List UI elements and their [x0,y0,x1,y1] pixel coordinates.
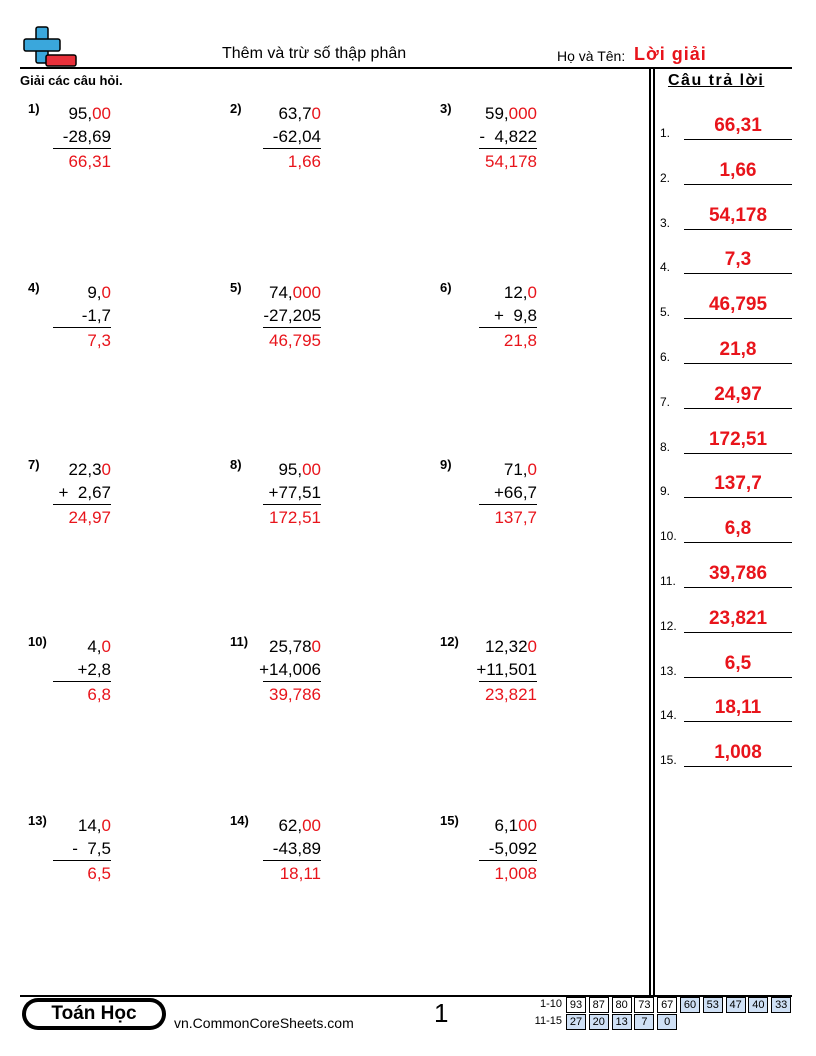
problem-number: 10) [28,634,47,649]
problem-4 [28,280,111,380]
answer-rule [263,504,321,505]
result: 18,11 [279,864,321,883]
answer-rule [53,504,111,505]
result: 66,31 [68,152,111,171]
answer-row-11 [660,558,792,588]
problem-7 [28,457,111,557]
result: 6,5 [87,864,111,883]
second-operand: +77,51 [268,483,321,502]
site-url: vn.CommonCoreSheets.com [174,1015,354,1031]
worksheet-title: Thêm và trừ số thập phân [222,45,407,62]
answer-rule [53,681,111,682]
second-operand: - 4,822 [479,127,537,146]
answer-line [684,632,792,633]
answer-value: 23,821 [708,607,768,629]
answer-value: 1,66 [719,159,757,181]
score-cell: 93 [566,997,586,1013]
second-operand: - 7,5 [72,839,111,858]
result: 1,008 [494,864,537,883]
answer-line [684,184,792,185]
answer-rule [479,148,537,149]
score-row-label: 11-15 [534,1015,562,1027]
answer-line [684,542,792,543]
result: 23,821 [485,685,537,704]
answer-number: 1. [660,126,671,140]
answer-row-2 [660,155,792,185]
answer-line [684,139,792,140]
problem-15 [440,813,537,913]
first-operand [87,637,111,657]
answer-line [684,273,792,274]
answer-rule [263,860,321,861]
second-operand: -5,092 [488,839,537,858]
answer-rule [263,148,321,149]
padded-zeros: 000 [292,283,321,302]
padded-zeros: 0 [527,637,537,656]
answer-row-3 [660,200,792,230]
operand-digits: 74, [268,283,293,302]
problem-number: 7) [28,457,40,472]
result: 54,178 [485,152,537,171]
problem-number: 8) [230,457,242,472]
operand-digits: 25,78 [268,637,312,656]
answer-line [684,766,792,767]
answer-rule [479,681,537,682]
answer-rule [263,681,321,682]
operand-digits: 22,3 [68,460,102,479]
operand-digits: 6,1 [494,816,519,835]
padded-zeros: 0 [311,637,321,656]
answer-number: 11. [660,574,676,588]
answer-row-15 [660,737,792,767]
answer-row-10 [660,513,792,543]
answer-line [684,229,792,230]
first-operand [485,104,537,124]
answer-row-4 [660,244,792,274]
first-operand [485,637,537,657]
answer-line [684,318,792,319]
result: 6,8 [87,685,111,704]
answer-column-divider [653,68,655,995]
answer-number: 3. [660,215,671,230]
answer-rule [53,860,111,861]
answer-number: 10. [660,529,677,544]
answer-rule [479,860,537,861]
answer-value: 21,8 [719,339,757,360]
answers-heading: Câu trả lời [668,72,765,89]
padded-zeros: 0 [101,816,111,835]
first-operand [269,637,321,657]
page-number: 1 [434,998,449,1028]
answer-number: 4. [660,260,671,275]
problem-6 [440,280,537,380]
second-operand: + 2,67 [58,483,111,502]
answer-line [684,721,792,722]
answer-number: 7. [660,394,671,409]
answer-value: 6,8 [724,518,752,540]
answer-column-divider [649,68,651,995]
answer-number: 9. [660,484,671,499]
problem-number: 11) [230,634,249,649]
answer-rule [53,327,111,328]
problem-number: 1) [28,101,40,116]
answer-row-8 [660,424,792,454]
answer-number: 5. [660,305,671,320]
answer-value: 24,97 [714,383,762,405]
answer-row-6 [660,334,792,364]
brand-label: Toán Học [26,1002,162,1026]
answer-value: 137,7 [714,473,762,495]
operand-digits: 62, [278,816,303,835]
answer-row-13 [660,648,792,678]
operand-digits: 95, [278,460,303,479]
padded-zeros: 00 [518,816,537,835]
second-operand: +66,7 [493,483,537,502]
answer-rule [263,327,321,328]
problem-8 [230,457,321,557]
problem-11 [230,634,321,734]
operand-digits: 12, [503,283,528,302]
problem-1 [28,101,111,201]
padded-zeros: 0 [101,283,111,302]
score-cell: 13 [612,1014,632,1030]
second-operand: -62,04 [272,127,321,146]
answer-rule [479,504,537,505]
result: 24,97 [68,508,111,527]
operand-digits: 14, [77,816,102,835]
problem-number: 4) [28,280,40,295]
answer-row-9 [660,468,792,498]
operand-digits: 9, [87,283,102,302]
name-label: Họ và Tên: [557,48,626,64]
padded-zeros: 0 [101,460,111,479]
padded-zeros: 0 [311,104,321,123]
score-cell: 60 [680,997,700,1013]
first-operand [278,816,321,836]
problem-14 [230,813,321,913]
operand-digits: 4, [87,637,102,656]
problem-number: 3) [440,101,452,116]
second-operand: -27,205 [263,306,321,325]
second-operand: +2,8 [77,660,111,679]
answer-line [684,363,792,364]
answer-row-1 [660,110,792,140]
padded-zeros: 0 [527,283,537,302]
header-divider [20,67,792,69]
answer-number: 8. [660,439,671,454]
first-operand [504,283,537,303]
problem-12 [440,634,537,734]
answer-value: 39,786 [708,563,768,584]
problem-number: 6) [440,280,452,295]
padded-zeros: 0 [101,637,111,656]
problem-13 [28,813,111,913]
problem-number: 9) [440,457,452,472]
result: 7,3 [87,331,111,350]
answer-value: 54,178 [708,204,768,226]
plus-minus-logo-icon [22,25,78,69]
problem-5 [230,280,321,380]
problem-3 [440,101,537,201]
first-operand [68,104,111,124]
score-cell: 0 [657,1014,677,1030]
padded-zeros: 00 [302,460,321,479]
padded-zeros: 00 [302,816,321,835]
score-cell: 20 [589,1014,609,1030]
score-cell: 40 [748,997,768,1013]
result: 39,786 [269,685,321,704]
first-operand [78,816,111,836]
answer-number: 6. [660,350,671,364]
answer-value: 18,11 [714,697,762,719]
answer-line [684,408,792,409]
answer-value: 46,795 [708,294,768,316]
brand-badge [22,998,166,1030]
answer-row-5 [660,289,792,319]
score-row-label: 1-10 [539,998,562,1010]
answer-row-12 [660,603,792,633]
problem-9 [440,457,537,557]
padded-zeros: 0 [527,460,537,479]
problem-number: 15) [440,813,459,828]
score-cell: 53 [703,997,723,1013]
answer-line [684,587,792,588]
result: 46,795 [269,331,321,350]
operand-digits: 12,32 [484,637,528,656]
answer-line [684,453,792,454]
operand-digits: 71, [503,460,528,479]
second-operand: -28,69 [62,127,111,146]
answer-number: 13. [660,663,677,678]
operand-digits: 63,7 [278,104,312,123]
second-operand: + 9,8 [493,306,537,325]
score-cell: 47 [726,997,746,1013]
first-operand [87,283,111,303]
answer-line [684,677,792,678]
second-operand: -1,7 [81,306,111,325]
answer-rule [479,327,537,328]
result: 21,8 [503,331,537,350]
answer-value: 1,008 [714,742,762,764]
name-value: Lời giải [634,44,707,64]
result: 1,66 [287,152,321,171]
answer-number: 12. [660,618,677,633]
first-operand [504,460,537,480]
score-cell: 27 [566,1014,586,1030]
score-cell: 73 [634,997,654,1013]
answer-value: 172,51 [708,428,768,450]
score-cell: 33 [771,997,791,1013]
first-operand [494,816,537,836]
second-operand: +11,501 [476,660,537,679]
answer-value: 7,3 [724,249,752,271]
problem-number: 13) [28,813,47,828]
problem-number: 14) [230,813,249,828]
operand-digits: 95, [68,104,93,123]
padded-zeros: 000 [508,104,537,123]
answer-row-7 [660,379,792,409]
padded-zeros: 00 [92,104,111,123]
result: 172,51 [269,508,321,527]
score-cell: 87 [589,997,609,1013]
first-operand [278,460,321,480]
result: 137,7 [494,508,537,527]
second-operand: -43,89 [272,839,321,858]
instructions: Giải các câu hỏi. [20,73,123,88]
answer-number: 2. [660,170,671,185]
answer-value: 66,31 [714,115,762,136]
operand-digits: 59, [484,104,509,123]
problem-10 [28,634,111,734]
answer-number: 14. [660,708,677,723]
score-cell: 7 [634,1014,654,1030]
problem-number: 2) [230,101,242,116]
answer-rule [53,148,111,149]
first-operand [278,104,321,124]
answer-number: 15. [660,753,677,768]
answer-value: 6,5 [724,652,752,674]
score-cell: 80 [612,997,632,1013]
problem-number: 12) [440,634,459,649]
first-operand [269,283,321,303]
problem-number: 5) [230,280,242,295]
answer-line [684,497,792,498]
answer-row-14 [660,692,792,722]
score-cell: 67 [657,997,677,1013]
problem-2 [230,101,321,201]
first-operand [68,460,111,480]
second-operand: +14,006 [259,660,321,679]
